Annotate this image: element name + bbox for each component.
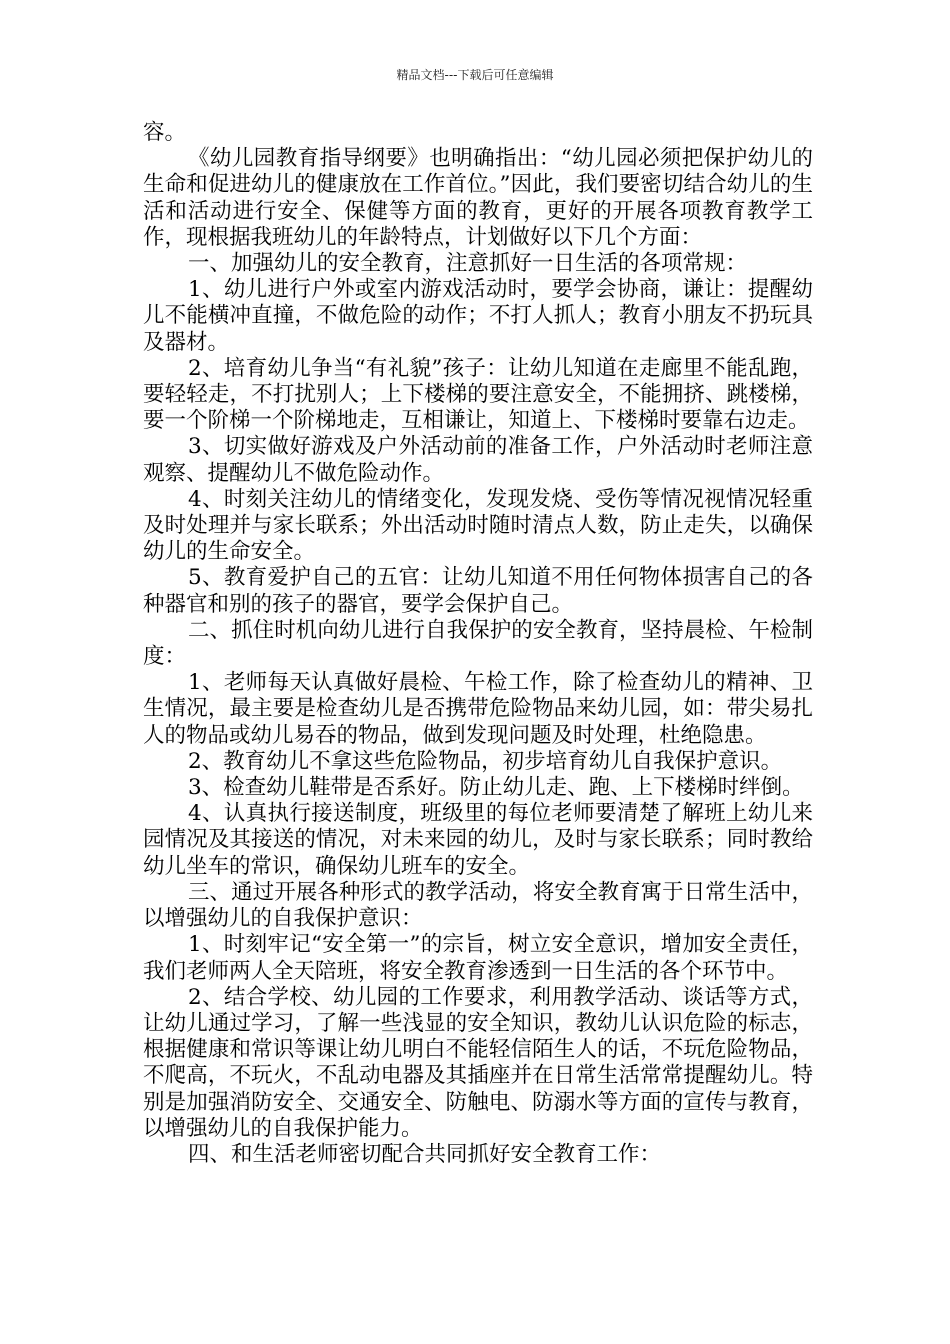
paragraph: 2、培育幼儿争当“有礼貌”孩子：让幼儿知道在走廊里不能乱跑，要轻轻走，不打扰别人；上下楼梯的要注意安全，不能拥挤、跳楼梯，要一个阶梯一个阶梯地走，互相谦让，知道上、下楼梯时要靠右边走。 [143, 355, 813, 434]
section-heading: 二、抓住时机向幼儿进行自我保护的安全教育，坚持晨检、午检制度： [143, 617, 813, 670]
paragraph: 4、时刻关注幼儿的情绪变化，发现发烧、受伤等情况视情况轻重及时处理并与家长联系；外出活动时随时清点人数，防止走失，以确保幼儿的生命安全。 [143, 486, 813, 565]
paragraph: 2、教育幼儿不拿这些危险物品，初步培育幼儿自我保护意识。 [188, 748, 783, 774]
paragraph: 5、教育爱护自己的五官：让幼儿知道不用任何物体损害自己的各种器官和别的孩子的器官，要学会保护自己。 [143, 565, 813, 617]
section-heading: 四、和生活老师密切配合共同抓好安全教育工作： [188, 1141, 662, 1167]
paragraph: 3、切实做好游戏及户外活动前的准备工作，户外活动时老师注意观察、提醒幼儿不做危险动作。 [143, 434, 813, 486]
paragraph: 1、老师每天认真做好晨检、午检工作，除了检查幼儿的精神、卫生情况，最主要是检查幼儿是否携带危险物品来幼儿园，如：带尖易扎人的物品或幼儿易吞的物品，做到发现问题及时处理，杜绝隐患。 [143, 670, 813, 748]
document-body [143, 120, 813, 1168]
section-heading: 三、通过开展各种形式的教学活动，将安全教育寓于日常生活中，以增强幼儿的自我保护意识： [143, 879, 813, 932]
paragraph: 3、检查幼儿鞋带是否系好。防止幼儿走、跑、上下楼梯时绊倒。 [188, 775, 804, 801]
paragraph: 1、幼儿进行户外或室内游戏活动时，要学会协商，谦让：提醒幼儿不能横冲直撞，不做危险的动作；不打人抓人；教育小朋友不扔玩具及器材。 [143, 277, 813, 355]
paragraph: 容。 [143, 120, 187, 145]
section-heading: 一、加强幼儿的安全教育，注意抓好一日生活的各项常规： [188, 251, 748, 277]
paragraph: 1、时刻牢记“安全第一”的宗旨，树立安全意识，增加安全责任，我们老师两人全天陪班，将安全教育渗透到一日生活的各个环节中。 [143, 932, 813, 984]
paragraph: 《幼儿园教育指导纲要》也明确指出：“幼儿园必须把保护幼儿的生命和促进幼儿的健康放在工作首位。”因此，我们要密切结合幼儿的生活和活动进行安全、保健等方面的教育，更好的开展各项教育教学工作，现根据我班幼儿的年龄特点，计划做好以下几个方面： [143, 146, 813, 250]
page-header: 精品文档---下载后可任意编辑 [396, 68, 554, 82]
paragraph: 2、结合学校、幼儿园的工作要求，利用教学活动、谈话等方式，让幼儿通过学习，了解一些浅显的安全知识，教幼儿认识危险的标志，根据健康和常识等课让幼儿明白不能轻信陌生人的话，不玩危险物品，不爬高，不玩火，不乱动电器及其插座并在日常生活常常提醒幼儿。特别是加强消防安全、交通安全、防触电、防溺水等方面的宣传与教育，以增强幼儿的自我保护能力。 [143, 984, 813, 1141]
paragraph: 4、认真执行接送制度，班级里的每位老师要清楚了解班上幼儿来园情况及其接送的情况，对未来园的幼儿，及时与家长联系；同时教给幼儿坐车的常识，确保幼儿班车的安全。 [143, 801, 813, 879]
